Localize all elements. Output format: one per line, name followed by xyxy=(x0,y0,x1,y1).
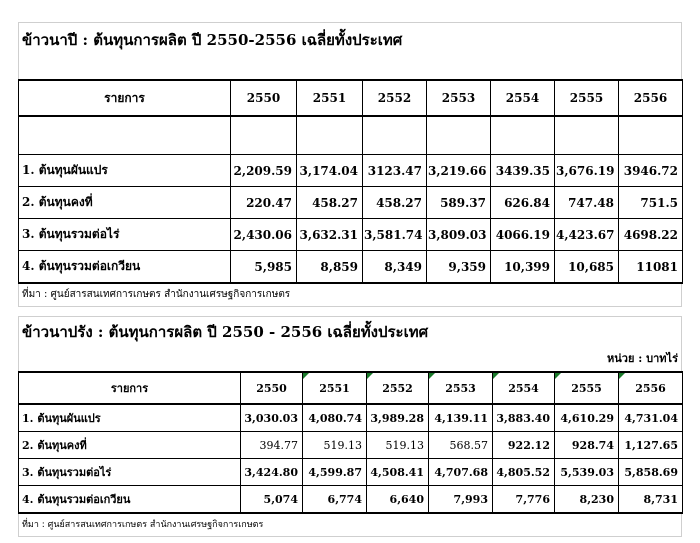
table-cell: 4,423.67 xyxy=(555,219,619,251)
table2-header-cell: รายการ xyxy=(19,372,241,404)
table-cell: 3,174.04 xyxy=(297,155,363,187)
table-row xyxy=(19,187,683,219)
table-cell: 4,080.74 xyxy=(303,404,367,432)
table-cell: 8,349 xyxy=(363,251,427,284)
table-row xyxy=(19,459,683,486)
row-label: 1. ต้นทุนผันแปร xyxy=(19,404,241,432)
table-cell: 10,685 xyxy=(555,251,619,284)
table1-header-cell: 2551 xyxy=(297,80,363,116)
table2-header-row xyxy=(19,372,683,404)
table-cell: 3,030.03 xyxy=(241,404,303,432)
table1-header-row xyxy=(19,80,683,116)
table-cell: 3,883.40 xyxy=(493,404,555,432)
table-cell: 5,858.69 xyxy=(619,459,683,486)
table-cell: 220.47 xyxy=(231,187,297,219)
table-cell: 3,581.74 xyxy=(363,219,427,251)
table-cell: 4,508.41 xyxy=(367,459,429,486)
table-row xyxy=(19,432,683,459)
table-cell: 5,074 xyxy=(241,486,303,514)
table-cell: 4066.19 xyxy=(491,219,555,251)
table2-header-cell: 2550 xyxy=(241,372,303,404)
table-cell: 3123.47 xyxy=(363,155,427,187)
table-cell: 3,424.80 xyxy=(241,459,303,486)
table-row xyxy=(19,155,683,187)
table-cell: 394.77 xyxy=(241,432,303,459)
table-cell: 751.5 xyxy=(619,187,683,219)
table-cell: 6,640 xyxy=(367,486,429,514)
table-cell: 11081 xyxy=(619,251,683,284)
table-cell: 2,209.59 xyxy=(231,155,297,187)
table-cell: 568.57 xyxy=(429,432,493,459)
table-cell: 3,219.66 xyxy=(427,155,491,187)
table2-unit-label: หน่วย : บาทไร่ xyxy=(18,347,682,371)
table-cell: 4,805.52 xyxy=(493,459,555,486)
table-cell: 3,632.31 xyxy=(297,219,363,251)
table-row xyxy=(19,251,683,284)
table1-header-cell: 2556 xyxy=(619,80,683,116)
table2-header-cell: 2551 xyxy=(303,372,367,404)
table-cell: 6,774 xyxy=(303,486,367,514)
table-cell: 922.12 xyxy=(493,432,555,459)
table-cell: 519.13 xyxy=(367,432,429,459)
table-cell: 928.74 xyxy=(555,432,619,459)
table1-grid xyxy=(18,79,683,284)
table-cell: 626.84 xyxy=(491,187,555,219)
table-row xyxy=(19,404,683,432)
table1-source-note: ที่มา : ศูนย์สารสนเทศการเกษตร สำนักงานเศรษฐกิจการเกษตร xyxy=(18,284,682,307)
table1-header-cell: 2554 xyxy=(491,80,555,116)
table-cell: 747.48 xyxy=(555,187,619,219)
row-label: 1. ต้นทุนผันแปร xyxy=(19,155,231,187)
table-cell: 589.37 xyxy=(427,187,491,219)
row-label: 4. ต้นทุนรวมต่อเกวียน xyxy=(19,486,241,514)
table-cell: 5,539.03 xyxy=(555,459,619,486)
table-cell: 3,809.03 xyxy=(427,219,491,251)
row-label: 3. ต้นทุนรวมต่อไร่ xyxy=(19,459,241,486)
table-cell: 3946.72 xyxy=(619,155,683,187)
table-cell: 8,859 xyxy=(297,251,363,284)
table-cell: 2,430.06 xyxy=(231,219,297,251)
table2-header-cell: 2553 xyxy=(429,372,493,404)
table-cell: 10,399 xyxy=(491,251,555,284)
row-label: 3. ต้นทุนรวมต่อไร่ xyxy=(19,219,231,251)
table1-title: ข้าวนาปี : ต้นทุนการผลิต ปี 2550-2556 เฉลี่ยทั้งประเทศ xyxy=(18,22,682,57)
table2-header-cell: 2554 xyxy=(493,372,555,404)
table-cell: 519.13 xyxy=(303,432,367,459)
table-cell: 4698.22 xyxy=(619,219,683,251)
table-cell: 4,731.04 xyxy=(619,404,683,432)
table-cell: 7,993 xyxy=(429,486,493,514)
off-season-rice-panel xyxy=(18,316,682,537)
table2-grid xyxy=(18,371,683,514)
table-cell: 4,610.29 xyxy=(555,404,619,432)
table-cell: 4,599.87 xyxy=(303,459,367,486)
table1-blank-row xyxy=(19,116,683,155)
table2-header-cell: 2552 xyxy=(367,372,429,404)
table-cell: 1,127.65 xyxy=(619,432,683,459)
table1-header-cell: 2555 xyxy=(555,80,619,116)
table-cell: 3439.35 xyxy=(491,155,555,187)
table2-header-cell: 2556 xyxy=(619,372,683,404)
table-cell: 8,731 xyxy=(619,486,683,514)
table1-header-cell: รายการ xyxy=(19,80,231,116)
row-label: 2. ต้นทุนคงที่ xyxy=(19,187,231,219)
table2-title: ข้าวนาปรัง : ต้นทุนการผลิต ปี 2550 - 2556 เฉลี่ยทั้งประเทศ xyxy=(18,316,682,347)
table1-header-cell: 2553 xyxy=(427,80,491,116)
row-label: 2. ต้นทุนคงที่ xyxy=(19,432,241,459)
table-cell: 8,230 xyxy=(555,486,619,514)
table-cell: 4,139.11 xyxy=(429,404,493,432)
table2-header-cell: 2555 xyxy=(555,372,619,404)
table-cell: 458.27 xyxy=(363,187,427,219)
table-row xyxy=(19,219,683,251)
table1-spacer xyxy=(18,57,682,79)
table-cell: 3,989.28 xyxy=(367,404,429,432)
table2-source-note: ที่มา : ศูนย์สารสนเทศการเกษตร สำนักงานเศรษฐกิจการเกษตร xyxy=(18,514,682,537)
table-row xyxy=(19,486,683,514)
table-cell: 5,985 xyxy=(231,251,297,284)
table1-header-cell: 2552 xyxy=(363,80,427,116)
table-cell: 9,359 xyxy=(427,251,491,284)
rice-in-season-panel xyxy=(18,22,682,307)
table-cell: 7,776 xyxy=(493,486,555,514)
table-cell: 4,707.68 xyxy=(429,459,493,486)
row-label: 4. ต้นทุนรวมต่อเกวียน xyxy=(19,251,231,284)
table-cell: 458.27 xyxy=(297,187,363,219)
table-cell: 3,676.19 xyxy=(555,155,619,187)
table1-header-cell: 2550 xyxy=(231,80,297,116)
